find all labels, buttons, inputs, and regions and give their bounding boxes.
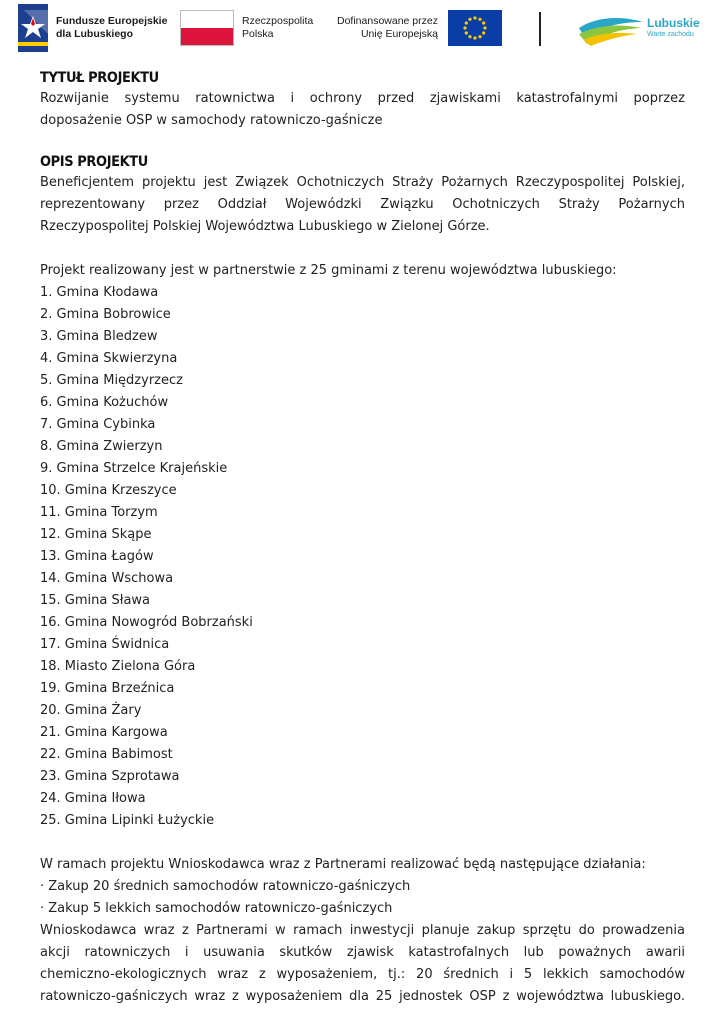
- partner-item: 10. Gmina Krzeszyce: [40, 483, 177, 498]
- partners-section: [40, 260, 685, 832]
- partner-item: 11. Gmina Torzym: [40, 505, 158, 520]
- rp-line-2: Polska: [242, 28, 274, 40]
- partner-item: 23. Gmina Szprotawa: [40, 769, 180, 784]
- description-heading: OPIS PROJEKTU: [40, 154, 148, 171]
- ue-line-1: Dofinansowane przez: [337, 15, 438, 27]
- activities-section: [40, 854, 685, 1008]
- logo-divider: [539, 12, 541, 46]
- closing-line: Wnioskodawca wraz z Partnerami w ramach inwestycji planuje zakup sprzętu do prowadzenia: [40, 923, 685, 938]
- eu-flag-icon: [448, 10, 502, 46]
- description-line: reprezentowany przez Oddział Wojewódzki Związku Ochotniczych Straży Pożarnych: [40, 197, 685, 212]
- closing-line: akcji ratowniczych i usuwania skutków zjawisk katastrofalnych lub poważnych awarii: [40, 945, 685, 960]
- partner-item: 5. Gmina Międzyrzecz: [40, 373, 183, 388]
- partner-item: 3. Gmina Bledzew: [40, 329, 158, 344]
- lubuskie-wave-icon: [577, 12, 645, 46]
- document-body: [40, 70, 685, 1008]
- description-text: [40, 172, 685, 238]
- partner-item: 15. Gmina Sława: [40, 593, 151, 608]
- lubuskie-logo: [577, 12, 700, 46]
- partner-item: 22. Gmina Babimost: [40, 747, 173, 762]
- lubuskie-name: Lubuskie: [647, 16, 700, 30]
- partner-item: 20. Gmina Żary: [40, 703, 142, 718]
- title-text: [40, 88, 685, 132]
- rp-line-1: Rzeczpospolita: [242, 15, 314, 27]
- rzeczpospolita-polska-logo: [180, 10, 313, 46]
- partner-item: 24. Gmina Iłowa: [40, 791, 146, 806]
- partner-item: 25. Gmina Lipinki Łużyckie: [40, 813, 215, 828]
- partner-item: 12. Gmina Skąpe: [40, 527, 152, 542]
- partner-item: 8. Gmina Zwierzyn: [40, 439, 163, 454]
- fe-line-2: dla Lubuskiego: [56, 28, 134, 40]
- partners-intro: Projekt realizowany jest w partnerstwie z 25 gminami z terenu województwa lubuskiego:: [40, 263, 617, 278]
- lubuskie-slogan: Warte zachodu: [647, 31, 694, 38]
- logo-bar: [0, 0, 724, 60]
- partner-item: 14. Gmina Wschowa: [40, 571, 174, 586]
- description-line: Beneficjentem projektu jest Związek Ochotniczych Straży Pożarnych Rzeczypospolitej Polskiej,: [40, 175, 685, 190]
- partner-item: 18. Miasto Zielona Góra: [40, 659, 196, 674]
- partner-item: 4. Gmina Skwierzyna: [40, 351, 178, 366]
- title-heading: TYTUŁ PROJEKTU: [40, 70, 159, 87]
- eu-funding-logo: [337, 10, 502, 46]
- partner-item: 6. Gmina Kożuchów: [40, 395, 169, 410]
- partner-item: 13. Gmina Łagów: [40, 549, 154, 564]
- partner-item: 19. Gmina Brzeźnica: [40, 681, 175, 696]
- closing-line: chemiczno-ekologicznych wraz z wyposażeniem, tj.: 20 średnich i 5 lekkich samochodów: [40, 967, 685, 982]
- title-line: Rozwijanie systemu ratownictwa i ochrony przed zjawiskami katastrofalnymi poprzez: [40, 91, 685, 106]
- partner-item: 1. Gmina Kłodawa: [40, 285, 159, 300]
- partner-item: 7. Gmina Cybinka: [40, 417, 156, 432]
- ue-line-2: Unię Europejską: [360, 28, 438, 40]
- activity-item: · Zakup 5 lekkich samochodów ratowniczo-gaśniczych: [40, 901, 393, 916]
- fe-line-1: Fundusze Europejskie: [56, 15, 168, 27]
- closing-line: ratowniczo-gaśniczych wraz z wyposażeniem dla 25 jednostek OSP z województwa lubuskiego.: [40, 989, 685, 1004]
- partner-item: 2. Gmina Bobrowice: [40, 307, 171, 322]
- partner-item: 17. Gmina Świdnica: [40, 637, 170, 652]
- activities-intro: W ramach projektu Wnioskodawca wraz z Partnerami realizować będą następujące działania:: [40, 857, 646, 872]
- title-line: doposażenie OSP w samochody ratowniczo-gaśnicze: [40, 113, 383, 128]
- partner-item: 9. Gmina Strzelce Krajeńskie: [40, 461, 228, 476]
- description-line: Rzeczypospolitej Polskiej Województwa Lubuskiego w Zielonej Górze.: [40, 219, 490, 234]
- polish-flag-icon: [180, 10, 234, 46]
- partner-item: 16. Gmina Nowogród Bobrzański: [40, 615, 253, 630]
- fe-star-icon: [18, 4, 48, 52]
- fundusze-europejskie-logo: [18, 4, 167, 52]
- partner-item: 21. Gmina Kargowa: [40, 725, 168, 740]
- activity-item: · Zakup 20 średnich samochodów ratowniczo-gaśniczych: [40, 879, 411, 894]
